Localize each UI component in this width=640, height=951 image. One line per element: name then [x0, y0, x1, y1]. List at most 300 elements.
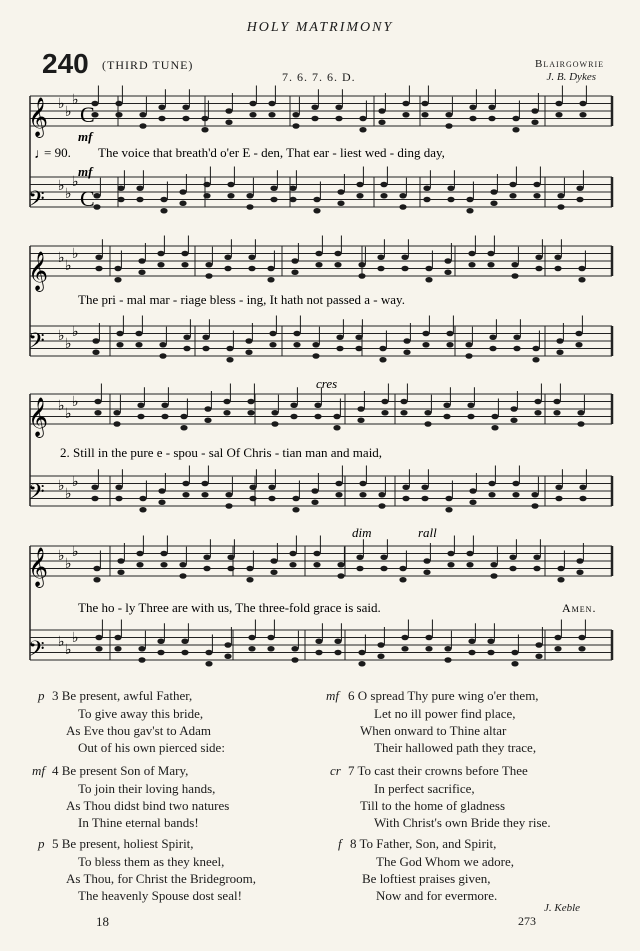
note-head: [183, 346, 190, 352]
note-head: [116, 342, 123, 348]
note-head: [399, 193, 406, 199]
note-head: [358, 273, 365, 279]
note-head: [359, 127, 366, 133]
note-head: [268, 101, 275, 107]
bass-clef-icon: 𝄢: [28, 329, 45, 358]
note-head: [314, 402, 321, 408]
note-head: [248, 254, 255, 260]
note-head: [139, 496, 146, 502]
note-head: [248, 266, 255, 272]
note-head: [91, 484, 98, 490]
note-head: [158, 488, 165, 494]
note-head: [270, 558, 277, 564]
amen-label: Amen.: [562, 601, 597, 615]
dynamic-mark: p: [38, 688, 45, 703]
note-head: [447, 185, 454, 191]
note-head: [421, 496, 428, 502]
note-head: [531, 119, 538, 125]
verse-line: 6 O spread Thy pure wing o'er them,: [348, 688, 539, 703]
note-head: [490, 200, 497, 206]
note-head: [270, 197, 277, 203]
note-head: [557, 204, 564, 210]
note-head: [469, 116, 476, 122]
note-head: [136, 562, 143, 568]
note-head: [267, 635, 274, 641]
note-head: [289, 562, 296, 568]
note-head: [157, 638, 164, 644]
common-time-icon: C: [80, 186, 95, 211]
note-head: [203, 566, 210, 572]
note-head: [378, 492, 385, 498]
note-head: [182, 481, 189, 487]
note-head: [510, 417, 517, 423]
note-head: [359, 481, 366, 487]
treble-clef-icon: 𝄞: [28, 399, 49, 436]
note-head: [248, 635, 255, 641]
note-head: [333, 414, 340, 420]
note-head: [447, 562, 454, 568]
note-head: [579, 496, 586, 502]
note-head: [311, 488, 318, 494]
note-head: [249, 112, 256, 118]
note-head: [311, 499, 318, 505]
verse-line: As Eve thou gav'st to Adam: [66, 723, 211, 738]
note-head: [334, 262, 341, 268]
note-head: [401, 635, 408, 641]
note-head: [289, 197, 296, 203]
author: J. Keble: [544, 902, 581, 914]
note-head: [512, 492, 519, 498]
note-head: [402, 101, 409, 107]
note-head: [246, 193, 253, 199]
note-head: [445, 507, 452, 513]
note-head: [245, 338, 252, 344]
note-head: [114, 277, 121, 283]
note-head: [201, 116, 208, 122]
note-head: [532, 346, 539, 352]
note-head: [488, 104, 495, 110]
note-head: [401, 254, 408, 260]
note-head: [249, 496, 256, 502]
note-head: [269, 331, 276, 337]
note-head: [267, 277, 274, 283]
note-head: [423, 558, 430, 564]
note-head: [227, 182, 234, 188]
note-head: [291, 258, 298, 264]
bass-clef-icon: 𝄢: [28, 187, 45, 216]
note-head: [555, 484, 562, 490]
hymn-number: 240: [42, 48, 89, 79]
verse-line: The God Whom we adore,: [376, 854, 515, 869]
note-head: [314, 414, 321, 420]
dynamic-mark: cr: [330, 763, 341, 778]
note-head: [401, 266, 408, 272]
verse-line: Let no ill power find place,: [374, 706, 516, 721]
note-head: [204, 406, 211, 412]
svg-text:♭: ♭: [58, 635, 65, 650]
note-head: [467, 402, 474, 408]
dynamic-mf: mf: [78, 129, 93, 144]
note-head: [247, 410, 254, 416]
note-head: [114, 635, 121, 641]
note-head: [403, 338, 410, 344]
note-head: [578, 646, 585, 652]
note-head: [381, 410, 388, 416]
verse-line: In Thine eternal bands!: [78, 815, 199, 830]
note-head: [443, 402, 450, 408]
note-head: [139, 507, 146, 513]
running-header: HOLY MATRIMONY: [246, 20, 394, 35]
note-head: [532, 357, 539, 363]
note-head: [423, 185, 430, 191]
note-head: [117, 558, 124, 564]
note-head: [511, 661, 518, 667]
note-head: [271, 421, 278, 427]
note-head: [490, 189, 497, 195]
note-head: [135, 342, 142, 348]
note-head: [113, 410, 120, 416]
note-head: [577, 421, 584, 427]
note-head: [488, 492, 495, 498]
note-head: [467, 414, 474, 420]
note-head: [223, 399, 230, 405]
note-head: [445, 123, 452, 129]
note-head: [293, 331, 300, 337]
note-head: [554, 254, 561, 260]
note-head: [513, 346, 520, 352]
note-head: [268, 496, 275, 502]
note-head: [224, 266, 231, 272]
dynamic-mark: mf: [326, 688, 339, 703]
note-head: [335, 104, 342, 110]
lyric-line: The ho - ly Three are with us, The three-fold grace is said.: [78, 600, 381, 615]
note-head: [292, 123, 299, 129]
note-head: [466, 551, 473, 557]
note-head: [556, 338, 563, 344]
note-head: [312, 342, 319, 348]
note-head: [402, 496, 409, 502]
note-head: [138, 657, 145, 663]
note-head: [381, 399, 388, 405]
verse-line: As Thou didst bind two natures: [66, 798, 230, 813]
note-head: [315, 251, 322, 257]
note-head: [334, 251, 341, 257]
note-head: [225, 492, 232, 498]
note-head: [137, 414, 144, 420]
note-head: [469, 104, 476, 110]
note-head: [158, 116, 165, 122]
note-head: [136, 551, 143, 557]
svg-text:♭: ♭: [65, 643, 72, 658]
note-head: [117, 185, 124, 191]
note-head: [92, 349, 99, 355]
verse-line: Out of his own pierced side:: [78, 740, 225, 755]
note-head: [179, 200, 186, 206]
verse-line: 3 Be present, awful Father,: [52, 688, 193, 703]
note-head: [535, 254, 542, 260]
note-head: [336, 346, 343, 352]
note-head: [248, 646, 255, 652]
note-head: [269, 342, 276, 348]
note-head: [377, 642, 384, 648]
note-head: [249, 101, 256, 107]
note-head: [224, 653, 231, 659]
note-head: [113, 421, 120, 427]
note-head: [400, 410, 407, 416]
note-head: [202, 346, 209, 352]
note-head: [466, 197, 473, 203]
note-head: [487, 650, 494, 656]
common-time-icon: C: [80, 102, 95, 127]
note-head: [136, 185, 143, 191]
note-head: [511, 650, 518, 656]
note-head: [293, 342, 300, 348]
note-head: [358, 661, 365, 667]
note-head: [246, 577, 253, 583]
note-head: [423, 569, 430, 575]
note-head: [245, 349, 252, 355]
svg-text:♭: ♭: [72, 631, 79, 646]
note-head: [444, 646, 451, 652]
note-head: [138, 646, 145, 652]
svg-text:♭: ♭: [72, 175, 79, 190]
note-head: [270, 185, 277, 191]
note-head: [289, 185, 296, 191]
treble-clef-icon: 𝄞: [28, 549, 49, 586]
dynamic-mark: f: [338, 836, 342, 851]
note-head: [271, 410, 278, 416]
note-head: [531, 108, 538, 114]
note-head: [535, 653, 542, 659]
note-head: [378, 503, 385, 509]
note-head: [179, 562, 186, 568]
svg-text:♭: ♭: [65, 187, 72, 202]
note-head: [535, 266, 542, 272]
note-head: [400, 399, 407, 405]
note-head: [469, 499, 476, 505]
svg-text:♭: ♭: [58, 399, 65, 414]
note-head: [512, 481, 519, 487]
verse-line: When onward to Thine altar: [360, 723, 507, 738]
page-number-right: 273: [518, 914, 536, 928]
svg-text:♭: ♭: [58, 479, 65, 494]
treble-clef-icon: 𝄞: [28, 253, 49, 290]
note-head: [95, 254, 102, 260]
note-head: [138, 269, 145, 275]
note-head: [359, 116, 366, 122]
treble-clef-icon: 𝄞: [28, 99, 49, 136]
note-head: [223, 410, 230, 416]
verse-line: As Thou, for Christ the Bridegroom,: [66, 871, 257, 886]
note-head: [379, 357, 386, 363]
note-head: [115, 112, 122, 118]
note-head: [268, 484, 275, 490]
note-head: [512, 116, 519, 122]
verse-line: To join their loving hands,: [78, 781, 216, 796]
note-head: [180, 425, 187, 431]
note-head: [378, 108, 385, 114]
note-head: [115, 101, 122, 107]
note-head: [115, 484, 122, 490]
note-head: [575, 342, 582, 348]
note-head: [555, 112, 562, 118]
note-head: [205, 650, 212, 656]
note-head: [337, 573, 344, 579]
note-head: [357, 406, 364, 412]
note-head: [355, 334, 362, 340]
note-head: [159, 342, 166, 348]
svg-text:♭: ♭: [72, 395, 79, 410]
note-head: [313, 208, 320, 214]
note-head: [425, 635, 432, 641]
svg-text:♭: ♭: [58, 329, 65, 344]
svg-text:♭: ♭: [65, 259, 72, 274]
note-head: [489, 346, 496, 352]
note-head: [535, 642, 542, 648]
verse-line: Till to the home of gladness: [360, 798, 506, 813]
note-head: [313, 562, 320, 568]
note-head: [468, 251, 475, 257]
verse-line: To give away this bride,: [78, 706, 204, 721]
note-head: [380, 554, 387, 560]
note-head: [227, 554, 234, 560]
note-head: [377, 653, 384, 659]
note-head: [160, 208, 167, 214]
note-head: [399, 566, 406, 572]
note-head: [114, 646, 121, 652]
note-head: [421, 112, 428, 118]
verse-line: Be loftiest praises given,: [362, 871, 491, 886]
note-head: [465, 342, 472, 348]
note-head: [444, 258, 451, 264]
note-head: [531, 503, 538, 509]
note-head: [446, 331, 453, 337]
note-head: [553, 410, 560, 416]
note-head: [421, 101, 428, 107]
meter: 7. 6. 7. 6. D.: [282, 70, 356, 84]
svg-text:♭: ♭: [58, 251, 65, 266]
note-head: [246, 566, 253, 572]
note-head: [402, 112, 409, 118]
bass-clef-icon: 𝄢: [28, 480, 45, 509]
note-head: [577, 410, 584, 416]
note-head: [553, 399, 560, 405]
note-head: [117, 569, 124, 575]
verse-line: 5 Be present, holiest Spirit,: [52, 836, 194, 851]
note-head: [468, 638, 475, 644]
svg-text:♭: ♭: [65, 487, 72, 502]
note-head: [533, 554, 540, 560]
note-head: [377, 266, 384, 272]
note-head: [204, 417, 211, 423]
tune-name: Blairgowrie: [535, 58, 604, 70]
note-head: [334, 638, 341, 644]
note-head: [179, 573, 186, 579]
note-head: [183, 334, 190, 340]
note-head: [557, 193, 564, 199]
note-head: [249, 484, 256, 490]
note-head: [356, 182, 363, 188]
note-head: [136, 197, 143, 203]
note-head: [511, 273, 518, 279]
note-head: [447, 551, 454, 557]
note-head: [182, 104, 189, 110]
note-head: [203, 554, 210, 560]
tempo-note-icon: ♩: [34, 147, 48, 162]
note-head: [579, 101, 586, 107]
note-head: [315, 650, 322, 656]
note-head: [312, 353, 319, 359]
note-head: [445, 496, 452, 502]
note-head: [181, 650, 188, 656]
svg-text:♭: ♭: [72, 475, 79, 490]
note-head: [488, 116, 495, 122]
note-head: [270, 569, 277, 575]
note-head: [466, 208, 473, 214]
note-head: [490, 573, 497, 579]
note-head: [356, 554, 363, 560]
note-head: [138, 258, 145, 264]
note-head: [161, 414, 168, 420]
note-head: [246, 204, 253, 210]
lyric-line: 2. Still in the pure e - spou - sal Of Chris - tian man and maid,: [60, 445, 383, 460]
note-head: [94, 410, 101, 416]
note-head: [554, 635, 561, 641]
note-head: [334, 650, 341, 656]
svg-text:♭: ♭: [72, 93, 79, 108]
note-head: [335, 481, 342, 487]
note-head: [554, 646, 561, 652]
note-head: [291, 646, 298, 652]
note-head: [468, 650, 475, 656]
note-head: [91, 496, 98, 502]
note-head: [489, 334, 496, 340]
note-head: [356, 566, 363, 572]
svg-text:♭: ♭: [72, 325, 79, 340]
note-head: [116, 331, 123, 337]
note-head: [158, 499, 165, 505]
dynamic-cres: cres: [316, 376, 338, 391]
note-head: [157, 262, 164, 268]
svg-text:♭: ♭: [58, 179, 65, 194]
note-head: [359, 492, 366, 498]
verses: [0, 688, 640, 908]
note-head: [555, 496, 562, 502]
note-head: [225, 119, 232, 125]
note-head: [444, 657, 451, 663]
note-head: [114, 266, 121, 272]
page-number-left: 18: [96, 914, 109, 929]
note-head: [422, 331, 429, 337]
note-head: [201, 481, 208, 487]
note-head: [487, 251, 494, 257]
lyric-line: The voice that breath'd o'er E - den, That ear - liest wed - ding day,: [98, 145, 445, 160]
tempo-marking: = 90.: [44, 145, 71, 160]
note-head: [575, 331, 582, 337]
note-head: [337, 562, 344, 568]
dynamic-mark: p: [38, 836, 45, 851]
note-head: [378, 119, 385, 125]
note-head: [554, 266, 561, 272]
note-head: [380, 566, 387, 572]
note-head: [93, 577, 100, 583]
note-head: [315, 262, 322, 268]
note-head: [182, 116, 189, 122]
note-head: [466, 562, 473, 568]
note-head: [224, 254, 231, 260]
note-head: [292, 496, 299, 502]
svg-text:♭: ♭: [72, 545, 79, 560]
